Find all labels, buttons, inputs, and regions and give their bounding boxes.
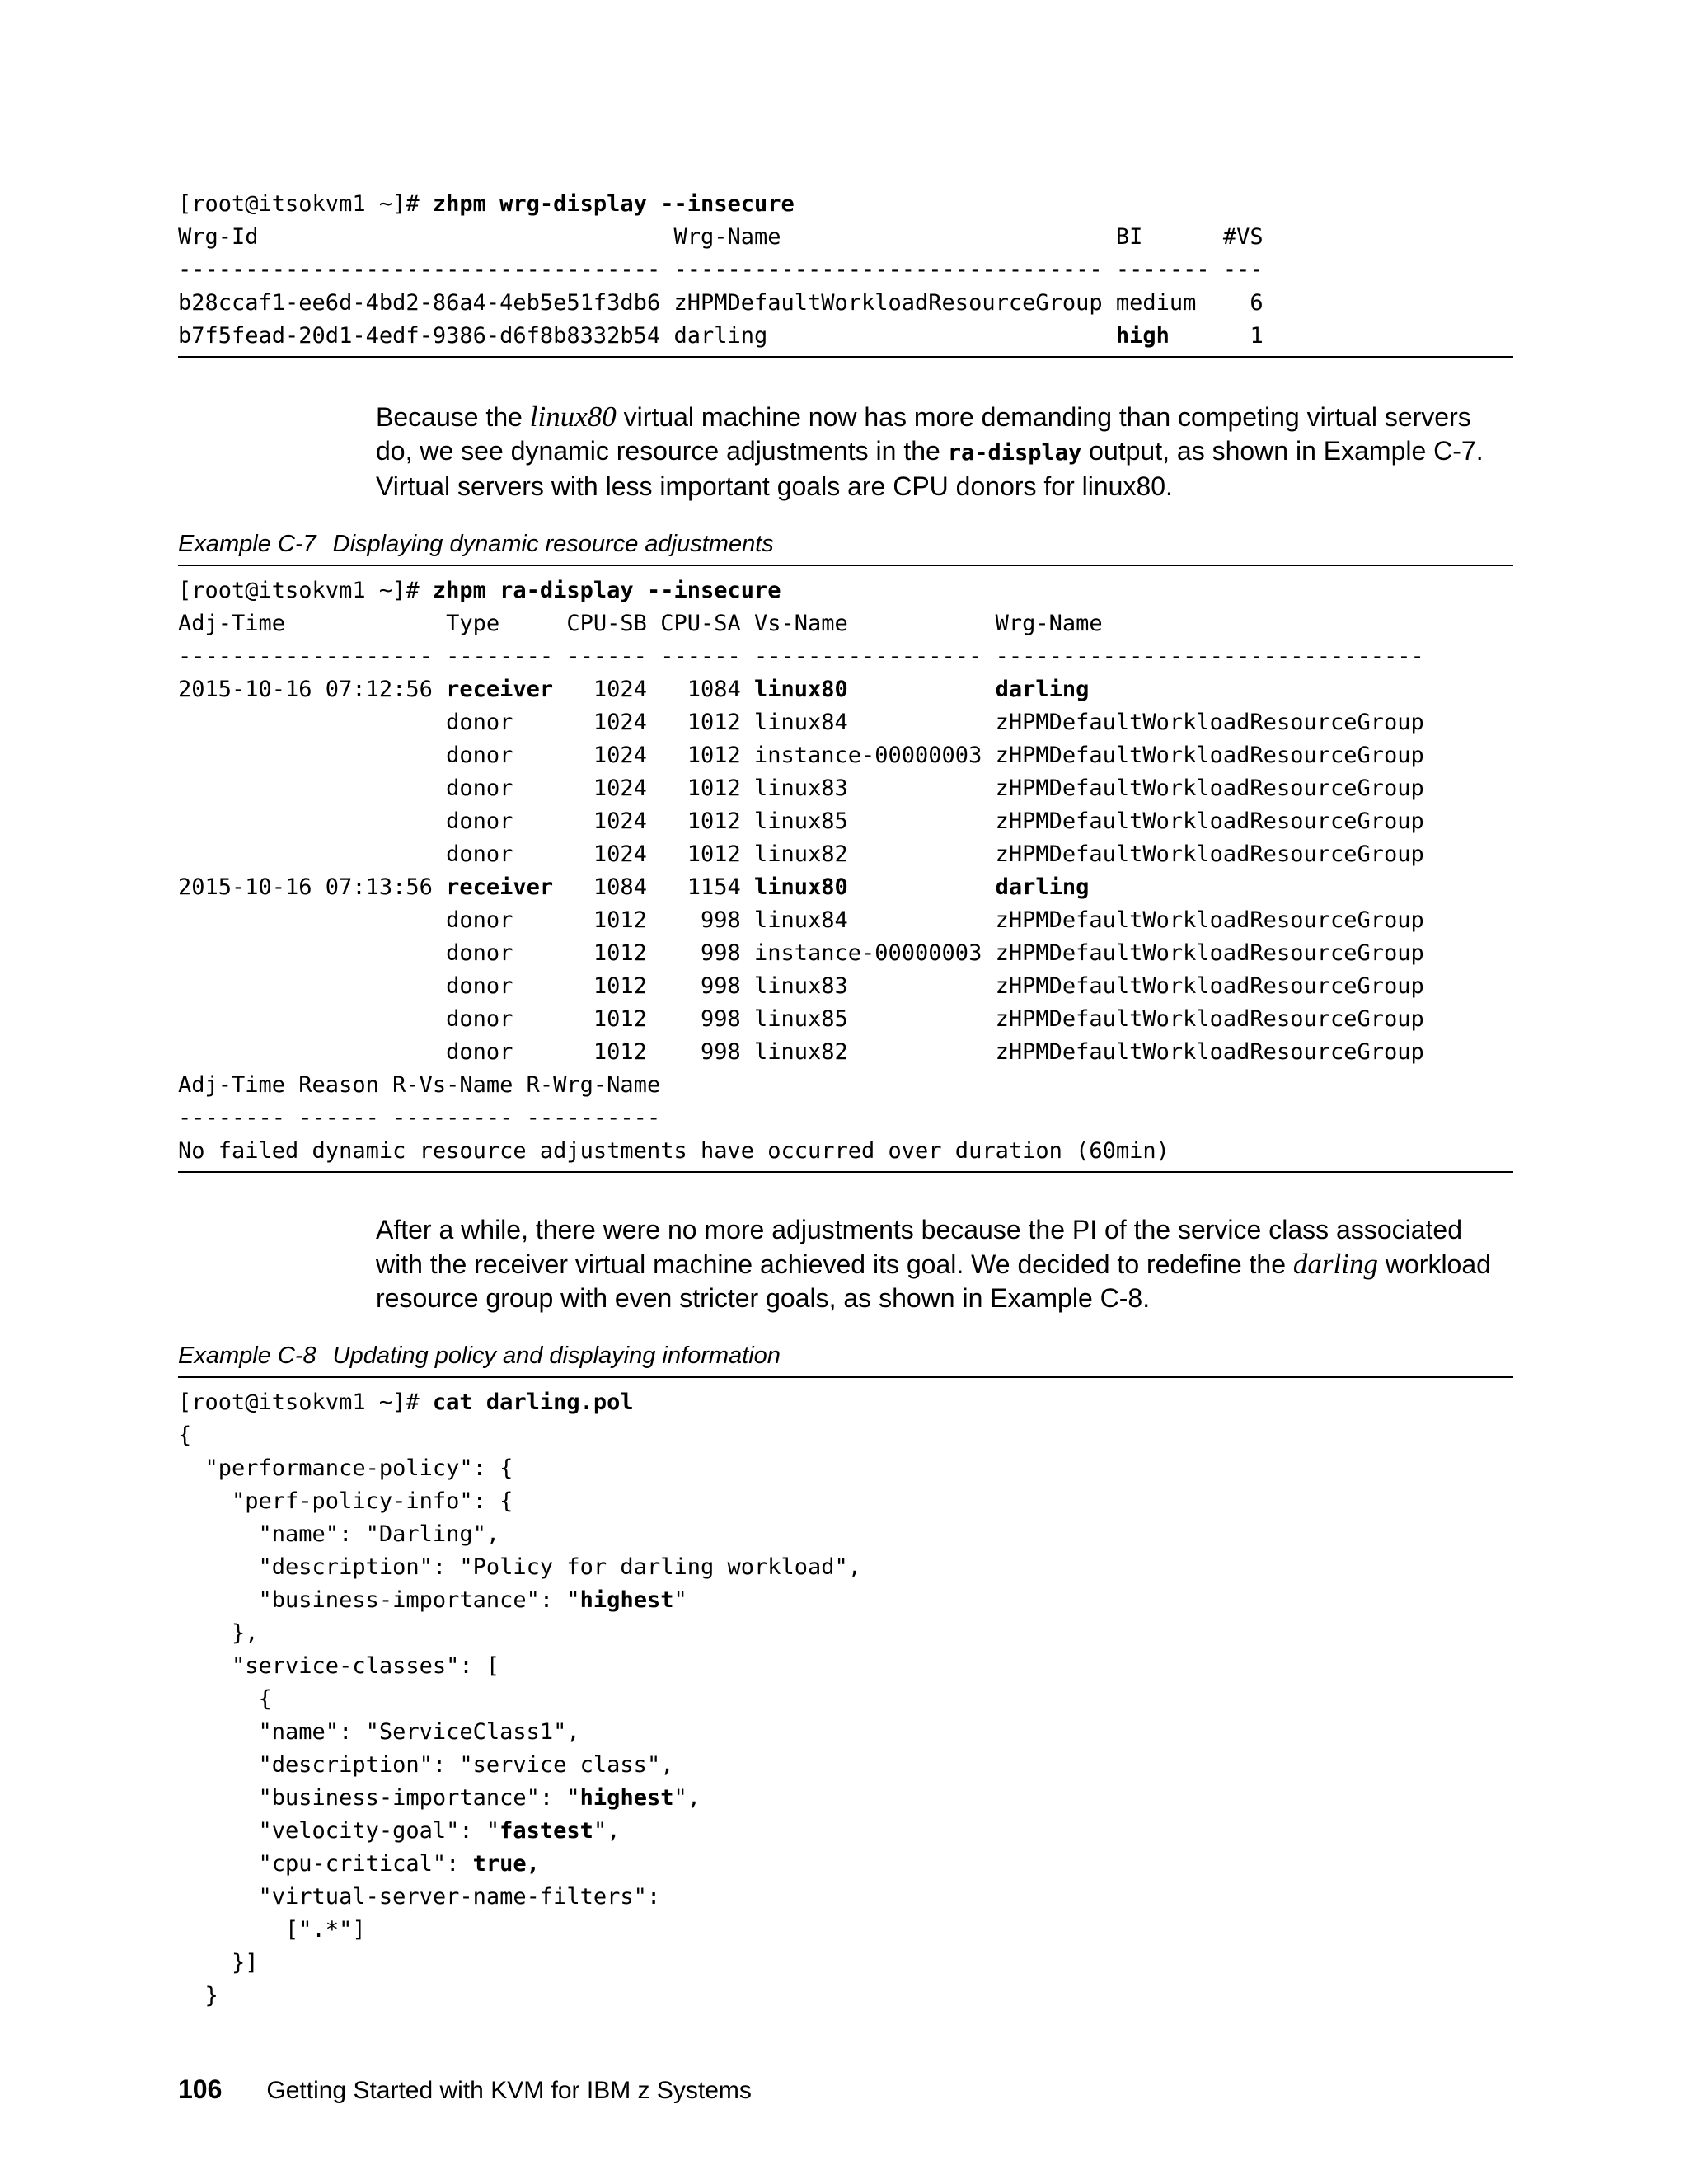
code-bold-text: linux80 (754, 677, 848, 702)
code-line (178, 1914, 1513, 1947)
page-footer (178, 2073, 752, 2107)
code-text: 2015-10-16 07:12:56 (178, 677, 447, 702)
code-text: }, (178, 1620, 259, 1646)
code-line (178, 1452, 1513, 1485)
code-text: donor 1024 1012 linux85 zHPMDefaultWorkloadResourceGroup (178, 808, 1424, 834)
code-line (178, 871, 1513, 904)
code-bold-text: zhpm wrg-display --insecure (432, 191, 795, 217)
code-line (178, 1419, 1513, 1452)
code-text: b7f5fead-20d1-4edf-9386-d6f8b8332b54 darling (178, 323, 1116, 349)
code-text: " (673, 1587, 687, 1613)
code-line (178, 1683, 1513, 1716)
code-text: donor 1024 1012 instance-00000003 zHPMDefaultWorkloadResourceGroup (178, 743, 1424, 768)
code-block-wrg-display (178, 188, 1513, 358)
code-block-ra-display (178, 565, 1513, 1173)
page-number: 106 (178, 2074, 223, 2104)
code-line (178, 1749, 1513, 1782)
code-line (178, 805, 1513, 838)
code-line (178, 1518, 1513, 1551)
code-line (178, 287, 1513, 320)
code-line (178, 188, 1513, 221)
code-text: [root@itsokvm1 ~]# (178, 578, 433, 603)
code-text: No failed dynamic resource adjustments have occurred over duration (60min) (178, 1138, 1170, 1164)
code-line (178, 640, 1513, 673)
code-bold-text: true, (472, 1851, 540, 1877)
code-text: ", (673, 1785, 701, 1811)
code-line (178, 1584, 1513, 1617)
code-text: 1024 1084 (553, 677, 754, 702)
code-text (848, 874, 996, 900)
code-bold-text: darling (995, 677, 1090, 702)
code-text: donor 1024 1012 linux82 zHPMDefaultWorkloadResourceGroup (178, 841, 1424, 867)
code-text: "description": "Policy for darling workload", (178, 1554, 862, 1580)
code-text: "velocity-goal": " (178, 1818, 500, 1844)
code-line (178, 970, 1513, 1003)
inline-code: ra-display (947, 440, 1082, 466)
code-line (178, 838, 1513, 871)
code-line (178, 1386, 1513, 1419)
code-text: "virtual-server-name-filters": (178, 1884, 661, 1910)
code-line (178, 1003, 1513, 1036)
code-line (178, 673, 1513, 706)
caption-example-c7: Example C-7 Displaying dynamic resource adjustments (178, 531, 774, 557)
code-line (178, 1947, 1513, 1980)
code-text: [root@itsokvm1 ~]# (178, 191, 433, 217)
code-line (178, 1617, 1513, 1650)
code-text: Wrg-Id Wrg-Name BI #VS (178, 224, 1264, 250)
code-text: donor 1024 1012 linux84 zHPMDefaultWorkloadResourceGroup (178, 710, 1424, 735)
book-title: Getting Started with KVM for IBM z Systems (266, 2077, 752, 2104)
code-line (178, 1881, 1513, 1914)
code-text: "performance-policy": { (178, 1455, 513, 1481)
code-text: } (178, 1983, 218, 2008)
code-line (178, 254, 1513, 287)
paragraph-dynamic-adjustments: Because the linux80 virtual machine now has more demanding than competing virtual servers do, we see dynamic resource adjustments in the ra-display output, as shown in Example C-7. Virtual servers with less important goals are CPU donors for linux80. (376, 401, 1484, 501)
code-text: { (178, 1686, 272, 1712)
code-text: "business-importance": " (178, 1785, 580, 1811)
caption-example-c8: Example C-8 Updating policy and displaying information (178, 1343, 781, 1369)
code-line (178, 1102, 1513, 1135)
code-text: ", (593, 1818, 621, 1844)
code-text: 1084 1154 (553, 874, 754, 900)
code-text: [root@itsokvm1 ~]# (178, 1390, 433, 1415)
code-text: 2015-10-16 07:13:56 (178, 874, 447, 900)
code-text: "name": "ServiceClass1", (178, 1719, 580, 1745)
code-line (178, 1650, 1513, 1683)
code-text: donor 1012 998 linux82 zHPMDefaultWorkloadResourceGroup (178, 1039, 1424, 1065)
code-line (178, 1551, 1513, 1584)
code-text: donor 1012 998 linux85 zHPMDefaultWorkloadResourceGroup (178, 1006, 1424, 1032)
code-text: "name": "Darling", (178, 1521, 500, 1547)
code-line (178, 221, 1513, 254)
code-bold-text: cat darling.pol (432, 1390, 634, 1415)
code-text: "perf-policy-info": { (178, 1488, 513, 1514)
code-text (848, 677, 996, 702)
paragraph-redefine-group: After a while, there were no more adjustments because the PI of the service class associated with the receiver virtual machine achieved its goal. We decided to redefine the darling workload resource group with even stricter goals, as shown in Example C-8. (376, 1215, 1491, 1313)
code-line (178, 904, 1513, 937)
code-text: b28ccaf1-ee6d-4bd2-86a4-4eb5e51f3db6 zHPMDefaultWorkloadResourceGroup medium 6 (178, 290, 1264, 316)
code-bold-text: high (1115, 323, 1170, 349)
code-text: -------- ------ --------- ---------- (178, 1105, 661, 1131)
code-line (178, 1782, 1513, 1815)
code-line (178, 1848, 1513, 1881)
code-line (178, 772, 1513, 805)
code-line (178, 1036, 1513, 1069)
code-bold-text: highest (579, 1587, 674, 1613)
code-line (178, 1980, 1513, 2013)
code-text: donor 1024 1012 linux83 zHPMDefaultWorkloadResourceGroup (178, 776, 1424, 801)
code-line (178, 320, 1513, 353)
code-text: "description": "service class", (178, 1752, 674, 1778)
code-bold-text: fastest (499, 1818, 593, 1844)
code-text: "cpu-critical": (178, 1851, 473, 1877)
code-text: "service-classes": [ (178, 1653, 500, 1679)
code-line (178, 706, 1513, 739)
code-line (178, 1485, 1513, 1518)
code-line (178, 1716, 1513, 1749)
code-text: "business-importance": " (178, 1587, 580, 1613)
code-text: ------------------- -------- ------ ------ ----------------- -------------------------------- (178, 644, 1424, 669)
code-text: donor 1012 998 linux83 zHPMDefaultWorkloadResourceGroup (178, 973, 1424, 999)
code-line (178, 1815, 1513, 1848)
code-bold-text: linux80 (754, 874, 848, 900)
code-text: Adj-Time Type CPU-SB CPU-SA Vs-Name Wrg-Name (178, 611, 1103, 636)
italic-term: linux80 (529, 401, 617, 433)
code-bold-text: zhpm ra-display --insecure (432, 578, 781, 603)
code-line (178, 607, 1513, 640)
code-line (178, 574, 1513, 607)
code-text: [".*"] (178, 1917, 366, 1943)
code-text: Adj-Time Reason R-Vs-Name R-Wrg-Name (178, 1072, 661, 1098)
code-block-darling-policy (178, 1376, 1513, 2013)
code-bold-text: highest (579, 1785, 674, 1811)
code-text: donor 1012 998 instance-00000003 zHPMDefaultWorkloadResourceGroup (178, 940, 1424, 966)
code-bold-text: receiver (446, 874, 554, 900)
code-bold-text: darling (995, 874, 1090, 900)
code-line (178, 1135, 1513, 1168)
code-line (178, 739, 1513, 772)
italic-term: darling (1292, 1248, 1378, 1280)
code-text: }] (178, 1950, 259, 1975)
code-text: donor 1012 998 linux84 zHPMDefaultWorkloadResourceGroup (178, 907, 1424, 933)
code-text: 1 (1169, 323, 1264, 349)
code-bold-text: receiver (446, 677, 554, 702)
code-line (178, 1069, 1513, 1102)
code-line (178, 937, 1513, 970)
code-text: { (178, 1422, 192, 1448)
code-text: ------------------------------------ -------------------------------- ------- --- (178, 257, 1264, 283)
